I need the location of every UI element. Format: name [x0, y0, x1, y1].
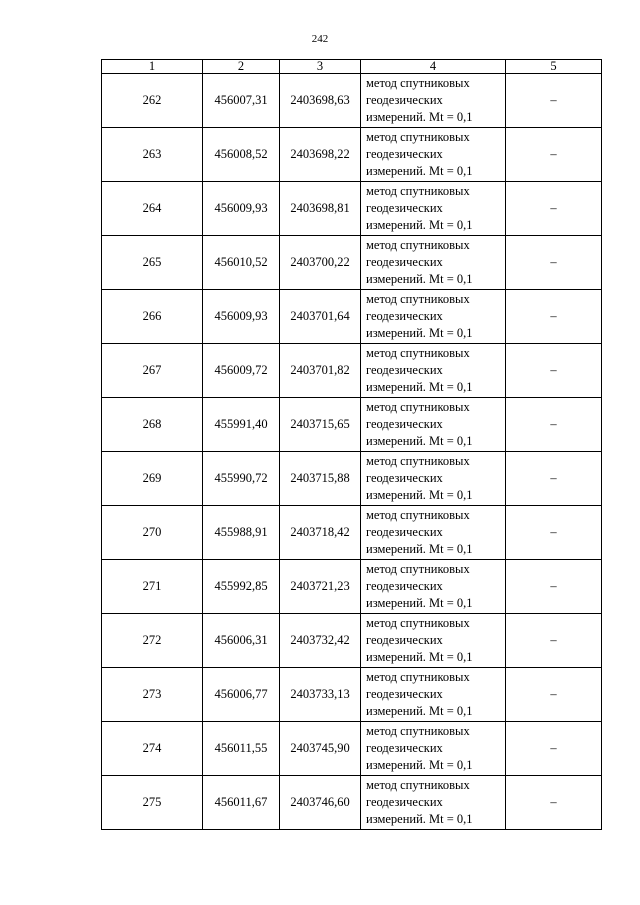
- point-number-cell: 266: [102, 290, 203, 344]
- y-coordinate-cell: 2403733,13: [280, 668, 361, 722]
- note-cell: –: [506, 668, 602, 722]
- point-number-cell: 263: [102, 128, 203, 182]
- table-header: [102, 60, 602, 74]
- note-cell: –: [506, 182, 602, 236]
- method-cell: метод спутниковых геодезических измерений. Mt = 0,1: [361, 74, 506, 128]
- x-coordinate-cell: 455988,91: [203, 506, 280, 560]
- table-row: [102, 128, 602, 182]
- point-number-cell: 274: [102, 722, 203, 776]
- header-col-1: 1: [102, 60, 203, 74]
- point-number-cell: 272: [102, 614, 203, 668]
- table-row: [102, 398, 602, 452]
- point-number-cell: 265: [102, 236, 203, 290]
- method-cell: метод спутниковых геодезических измерений. Mt = 0,1: [361, 506, 506, 560]
- note-cell: –: [506, 614, 602, 668]
- table-row: [102, 668, 602, 722]
- header-col-3: 3: [280, 60, 361, 74]
- table-body: [102, 74, 602, 830]
- header-row: [102, 60, 602, 74]
- method-cell: метод спутниковых геодезических измерений. Mt = 0,1: [361, 236, 506, 290]
- header-col-4: 4: [361, 60, 506, 74]
- note-cell: –: [506, 452, 602, 506]
- method-cell: метод спутниковых геодезических измерений. Mt = 0,1: [361, 290, 506, 344]
- x-coordinate-cell: 456007,31: [203, 74, 280, 128]
- note-cell: –: [506, 560, 602, 614]
- point-number-cell: 262: [102, 74, 203, 128]
- method-cell: метод спутниковых геодезических измерений. Mt = 0,1: [361, 128, 506, 182]
- y-coordinate-cell: 2403715,88: [280, 452, 361, 506]
- y-coordinate-cell: 2403698,63: [280, 74, 361, 128]
- note-cell: –: [506, 776, 602, 830]
- x-coordinate-cell: 456009,93: [203, 290, 280, 344]
- table-row: [102, 560, 602, 614]
- table-row: [102, 74, 602, 128]
- x-coordinate-cell: 456009,93: [203, 182, 280, 236]
- x-coordinate-cell: 456009,72: [203, 344, 280, 398]
- point-number-cell: 269: [102, 452, 203, 506]
- table-row: [102, 290, 602, 344]
- method-cell: метод спутниковых геодезических измерений. Mt = 0,1: [361, 452, 506, 506]
- point-number-cell: 268: [102, 398, 203, 452]
- y-coordinate-cell: 2403701,64: [280, 290, 361, 344]
- y-coordinate-cell: 2403698,81: [280, 182, 361, 236]
- table-row: [102, 344, 602, 398]
- method-cell: метод спутниковых геодезических измерений. Mt = 0,1: [361, 614, 506, 668]
- note-cell: –: [506, 236, 602, 290]
- note-cell: –: [506, 506, 602, 560]
- note-cell: –: [506, 290, 602, 344]
- point-number-cell: 270: [102, 506, 203, 560]
- x-coordinate-cell: 456010,52: [203, 236, 280, 290]
- note-cell: –: [506, 344, 602, 398]
- method-cell: метод спутниковых геодезических измерений. Mt = 0,1: [361, 722, 506, 776]
- table-row: [102, 182, 602, 236]
- method-cell: метод спутниковых геодезических измерений. Mt = 0,1: [361, 182, 506, 236]
- table-row: [102, 722, 602, 776]
- point-number-cell: 275: [102, 776, 203, 830]
- point-number-cell: 271: [102, 560, 203, 614]
- note-cell: –: [506, 74, 602, 128]
- point-number-cell: 267: [102, 344, 203, 398]
- note-cell: –: [506, 128, 602, 182]
- page-number: 242: [311, 33, 329, 45]
- x-coordinate-cell: 455992,85: [203, 560, 280, 614]
- x-coordinate-cell: 456008,52: [203, 128, 280, 182]
- x-coordinate-cell: 455991,40: [203, 398, 280, 452]
- x-coordinate-cell: 456006,31: [203, 614, 280, 668]
- table-row: [102, 776, 602, 830]
- header-col-2: 2: [203, 60, 280, 74]
- method-cell: метод спутниковых геодезических измерений. Mt = 0,1: [361, 776, 506, 830]
- header-col-5: 5: [506, 60, 602, 74]
- table-row: [102, 236, 602, 290]
- y-coordinate-cell: 2403700,22: [280, 236, 361, 290]
- table-row: [102, 452, 602, 506]
- x-coordinate-cell: 456006,77: [203, 668, 280, 722]
- y-coordinate-cell: 2403746,60: [280, 776, 361, 830]
- x-coordinate-cell: 456011,67: [203, 776, 280, 830]
- y-coordinate-cell: 2403718,42: [280, 506, 361, 560]
- y-coordinate-cell: 2403745,90: [280, 722, 361, 776]
- method-cell: метод спутниковых геодезических измерений. Mt = 0,1: [361, 344, 506, 398]
- y-coordinate-cell: 2403698,22: [280, 128, 361, 182]
- y-coordinate-cell: 2403721,23: [280, 560, 361, 614]
- point-number-cell: 273: [102, 668, 203, 722]
- note-cell: –: [506, 398, 602, 452]
- y-coordinate-cell: 2403701,82: [280, 344, 361, 398]
- note-cell: –: [506, 722, 602, 776]
- coordinates-table: [101, 59, 602, 830]
- y-coordinate-cell: 2403715,65: [280, 398, 361, 452]
- method-cell: метод спутниковых геодезических измерений. Mt = 0,1: [361, 668, 506, 722]
- table-row: [102, 614, 602, 668]
- table-row: [102, 506, 602, 560]
- x-coordinate-cell: 455990,72: [203, 452, 280, 506]
- point-number-cell: 264: [102, 182, 203, 236]
- method-cell: метод спутниковых геодезических измерений. Mt = 0,1: [361, 398, 506, 452]
- method-cell: метод спутниковых геодезических измерений. Mt = 0,1: [361, 560, 506, 614]
- x-coordinate-cell: 456011,55: [203, 722, 280, 776]
- y-coordinate-cell: 2403732,42: [280, 614, 361, 668]
